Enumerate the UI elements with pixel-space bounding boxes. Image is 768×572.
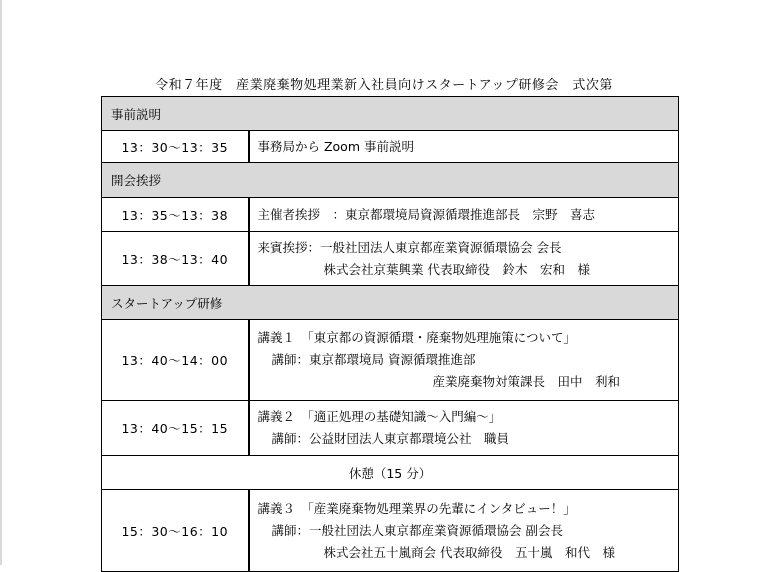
break-label: 休憩（15 分） [102,456,679,490]
content-line: 株式会社五十嵐商会 代表取締役 五十嵐 和代 様 [323,544,615,560]
section-heading-startup: スタートアップ研修 [102,286,679,320]
time-cell: 13：38〜13：40 [102,232,249,286]
content-cell [249,131,679,163]
table-row [102,198,679,232]
content-cell [249,198,679,232]
content-cell [249,232,679,286]
content-cell [249,490,679,572]
table-row [102,490,679,572]
schedule-table [101,96,679,572]
content-line: 事務局から Zoom 事前説明 [257,138,414,154]
content-line: 産業廃棄物対策課長 田中 利和 [432,374,621,389]
section-heading-opening: 開会挨拶 [102,163,679,198]
table-row [102,232,679,286]
content-line: 講師：公益財団法人東京都環境公社 職員 [271,431,510,446]
content-cell [249,320,679,401]
break-row [102,456,679,490]
content-line: 講義１ 「東京都の資源循環・廃棄物処理施策について」 [257,330,577,345]
content-line: 講義３ 「産業廃棄物処理業界の先輩にインタビュー！」 [257,500,576,516]
section-row-startup [102,286,679,320]
table-row [102,131,679,163]
content-line: 来賓挨拶：一般社団法人東京都産業資源循環協会 会長 [257,239,562,255]
content-line: 講師：一般社団法人東京都産業資源循環協会 副会長 [271,522,563,538]
content-line: 講師：東京都環境局 資源循環推進部 [271,352,476,367]
table-row [102,320,679,401]
time-cell: 13：40〜14：00 [102,320,249,401]
content-line: 主催者挨拶 ：東京都環境局資源循環推進部長 宗野 喜志 [257,206,596,222]
content-line: 株式会社京葉興業 代表取締役 鈴木 宏和 様 [323,261,590,277]
time-cell: 13：40〜15：15 [102,401,249,456]
section-row-opening [102,163,679,198]
time-cell: 15：30〜16：10 [102,490,249,572]
time-cell: 13：35〜13：38 [102,198,249,232]
section-heading-pre: 事前説明 [102,97,679,131]
time-cell: 13：30〜13：35 [102,131,249,163]
page-title: 令和７年度 産業廃棄物処理業新入社員向けスタートアップ研修会 式次第 [155,78,613,93]
table-row [102,401,679,456]
content-line: 講義２ 「適正処理の基礎知識〜入門編〜」 [257,409,502,424]
content-cell [249,401,679,456]
section-row-pre [102,97,679,131]
